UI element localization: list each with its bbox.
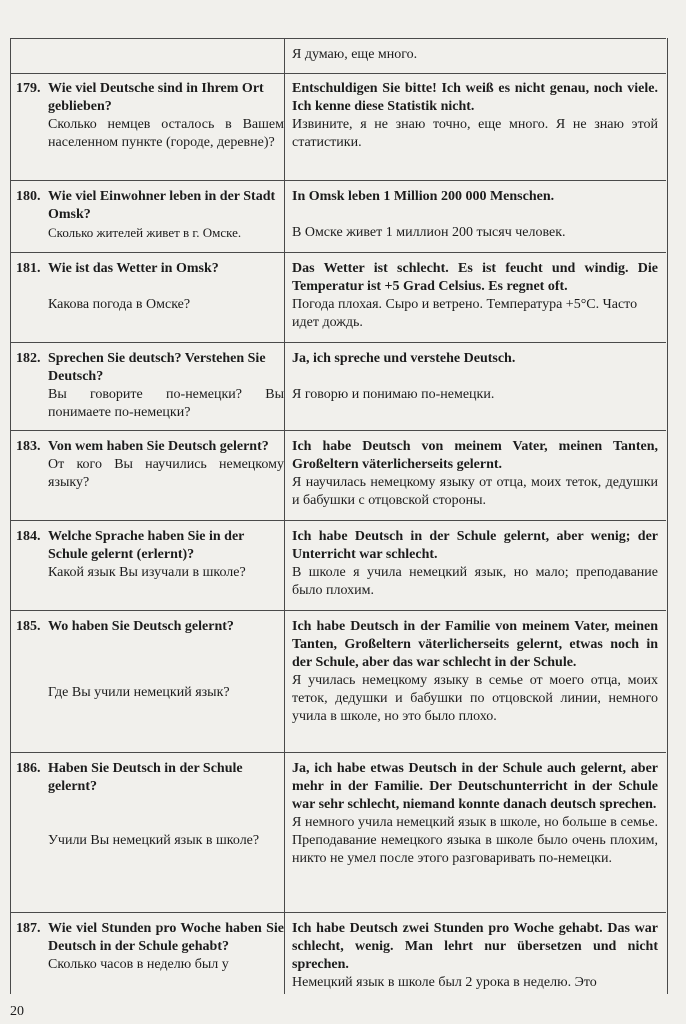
row-divider [10, 180, 666, 181]
answer-de: Entschuldigen Sie bitte! Ich weiß es nicht genau, noch viele. Ich kenne diese Statistik nicht. [292, 81, 658, 114]
question-ru: От кого Вы научились немецкому языку? [48, 457, 284, 490]
question-ru: Учили Вы немецкий язык в школе? [48, 833, 260, 848]
question-de: Wie viel Stunden pro Woche haben Sie Deutsch in der Schule gehabt? [48, 921, 284, 954]
question-de: Sprechen Sie deutsch? Verstehen Sie Deutsch? [48, 351, 266, 384]
question-ru: Сколько часов в неделю был у [48, 957, 229, 972]
answer-ru: В школе я учила немецкий язык, но мало; преподавание было плохим. [292, 565, 658, 598]
question-ru: Какой язык Вы изучали в школе? [48, 565, 246, 580]
answer-de: In Omsk leben 1 Million 200 000 Menschen. [292, 189, 555, 204]
question-de: Wie viel Einwohner leben in der Stadt Omsk? [48, 189, 276, 222]
row-divider [10, 520, 666, 521]
answer-ru: Я училась немецкому языку в семье от моего отца, моих теток, дедушки и бабушки по отцовской линии, немного учила в школе, но это было плохо. [292, 673, 658, 724]
question-de: Wo haben Sie Deutsch gelernt? [48, 619, 234, 634]
answer-ru: Погода плохая. Сыро и ветрено. Температура +5°С. Часто идет дождь. [292, 297, 638, 330]
question-number: 181. [16, 261, 41, 276]
answer-de: Ja, ich spreche und verstehe Deutsch. [292, 351, 516, 366]
question-number: 179. [16, 81, 41, 96]
question-number: 187. [16, 921, 41, 936]
question-number: 184. [16, 529, 41, 544]
question-ru: Где Вы учили немецкий язык? [48, 685, 230, 700]
page-number: 20 [10, 1004, 24, 1019]
row-divider [10, 252, 666, 253]
answer-ru: Извините, я не знаю точно, еще много. Я не знаю этой статистики. [292, 117, 658, 150]
question-ru: Вы говорите по-немецки? Вы понимаете по-немецки? [48, 387, 284, 420]
answer-ru: Я научилась немецкому языку от отца, моих теток, дедушки и бабушки с отцовской стороны. [292, 475, 658, 508]
answer-de: Ja, ich habe etwas Deutsch in der Schule auch gelernt, aber mehr in der Familie. Der Deutschunterricht in der Schule war sehr schlecht, niemand konnte danach deutsch sprechen. [292, 761, 658, 812]
question-number: 185. [16, 619, 41, 634]
row-divider [10, 912, 666, 913]
answer-de: Ich habe Deutsch in der Schule gelernt, aber wenig; der Unterricht war schlecht. [292, 529, 658, 562]
answer-ru: Я думаю, еще много. [292, 47, 418, 62]
question-ru: Сколько немцев осталось в Вашем населенном пункте (городе, деревне)? [48, 117, 284, 150]
answer-ru: Я немного учила немецкий язык в школе, но больше в семье. Преподавание немецкого языка в школе было очень плохим, никто не умел после этого разговаривать по-немецки. [292, 815, 658, 866]
question-number: 183. [16, 439, 41, 454]
question-de: Haben Sie Deutsch in der Schule gelernt? [48, 761, 243, 794]
question-ru: Какова погода в Омске? [48, 297, 191, 312]
question-de: Wie ist das Wetter in Omsk? [48, 261, 219, 276]
row-divider [10, 752, 666, 753]
question-de: Wie viel Deutsche sind in Ihrem Ort geblieben? [48, 81, 264, 114]
question-number: 186. [16, 761, 41, 776]
row-divider [10, 430, 666, 431]
answer-de: Ich habe Deutsch in der Familie von meinem Vater, meinen Tanten, Großeltern väterlicherseits gelernt, etwas noch in der Schule, aber das war schlecht in der Schule. [292, 619, 658, 670]
question-de: Von wem haben Sie Deutsch gelernt? [48, 439, 269, 454]
answer-ru: Я говорю и понимаю по-немецки. [292, 387, 495, 402]
question-number: 182. [16, 351, 41, 366]
question-ru: Сколько жителей живет в г. Омске. [48, 225, 242, 240]
answer-de: Ich habe Deutsch zwei Stunden pro Woche gehabt. Das war schlecht, wenig. Man lehrt nur übersetzen und nicht sprechen. [292, 921, 658, 972]
question-number: 180. [16, 189, 41, 204]
row-divider [10, 610, 666, 611]
table-top-border [10, 38, 666, 39]
answer-ru: В Омске живет 1 миллион 200 тысяч человек. [292, 225, 566, 240]
answer-de: Ich habe Deutsch von meinem Vater, meinen Tanten, Großeltern väterlicherseits gelernt. [292, 439, 658, 472]
question-de: Welche Sprache haben Sie in der Schule gelernt (erlernt)? [48, 529, 245, 562]
column-divider [284, 38, 285, 994]
answer-de: Das Wetter ist schlecht. Es ist feucht und windig. Die Temperatur ist +5 Grad Celsius. Es regnet oft. [292, 261, 658, 294]
answer-ru: Немецкий язык в школе был 2 урока в неделю. Это [292, 975, 597, 990]
row-divider [10, 342, 666, 343]
row-divider [10, 73, 666, 74]
